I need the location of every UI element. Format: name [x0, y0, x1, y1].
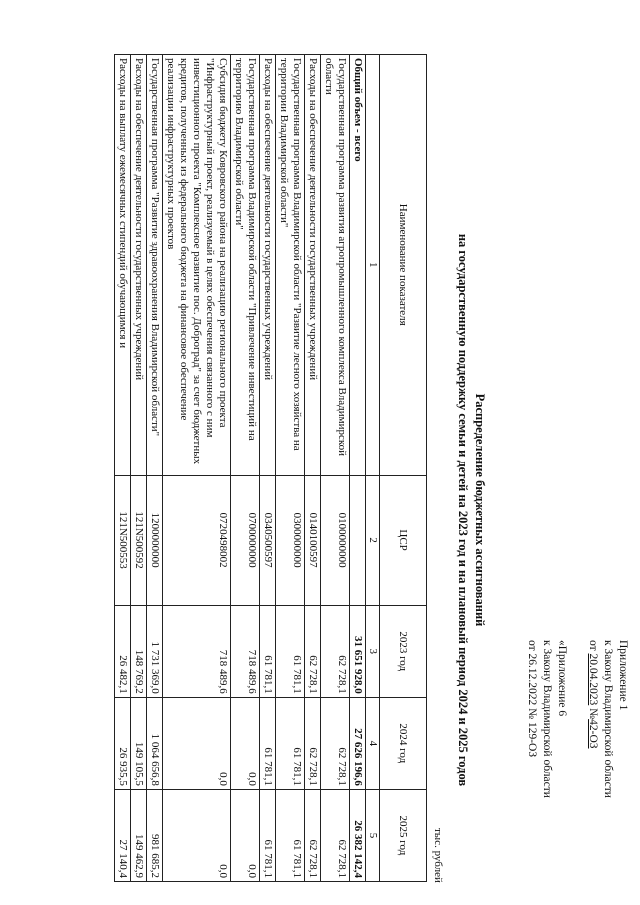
row-2025: 0,0	[231, 789, 260, 881]
table-header-row	[380, 55, 427, 882]
table-row	[276, 55, 305, 882]
budget-table	[114, 54, 427, 882]
row-2023: 62 728,1	[321, 605, 350, 697]
units-label: тыс. рублей	[432, 828, 444, 883]
row-2024: 61 781,1	[276, 697, 305, 789]
row-name: Государственная программа Владимирской области "Развитие лесного хозяйства на территории Владимирской области"	[276, 55, 305, 476]
appendix1-from-label: от	[587, 640, 599, 651]
row-name: Расходы на обеспечение деятельности государственных учреждений	[131, 55, 147, 476]
row-2024: 1 064 656,8	[147, 697, 163, 789]
appendix1-date: 20.04.2023	[587, 653, 599, 706]
row-2025: 61 781,1	[260, 789, 276, 881]
title-line-1: Распределение бюджетных ассигнований	[473, 393, 487, 627]
appendix6-date-line: от 26.12.2022 № 129-ОЗ	[526, 640, 538, 758]
row-2023: 61 781,1	[276, 605, 305, 697]
table-index-row	[366, 55, 380, 882]
row-2023: 31 651 928,0	[350, 605, 366, 697]
header-2025: 2025 год	[380, 789, 427, 881]
header-name: Наименование показателя	[380, 55, 427, 476]
row-name: Государственная программа "Развитие здравоохранения Владимирской области"	[147, 55, 163, 476]
row-2023: 26 482,1	[115, 605, 131, 697]
row-2023: 62 728,1	[305, 605, 321, 697]
row-2025: 27 140,4	[115, 789, 131, 881]
row-2024: 0,0	[231, 697, 260, 789]
row-2025: 149 462,9	[131, 789, 147, 881]
row-2024: 61 781,1	[260, 697, 276, 789]
appendix1-law: к Закону Владимирской области	[602, 640, 614, 798]
row-code: 1200000000	[147, 475, 163, 605]
row-2023: 148 769,2	[131, 605, 147, 697]
index-cell: 2	[366, 475, 380, 605]
table-row	[321, 55, 350, 882]
table-row	[260, 55, 276, 882]
row-2024: 62 728,1	[305, 697, 321, 789]
row-2024: 149 105,5	[131, 697, 147, 789]
row-name: Расходы на выплату ежемесячных стипендий обучающимся и	[115, 55, 131, 476]
appendix1-title: Приложение 1	[617, 640, 629, 711]
appendix6-title: «Приложение 6	[556, 640, 568, 717]
table-row	[305, 55, 321, 882]
row-2025: 981 685,2	[147, 789, 163, 881]
row-name: Государственная программа развития агропромышленного комплекса Владимирской области	[321, 55, 350, 476]
row-2024: 26 935,5	[115, 697, 131, 789]
header-code: ЦСР	[380, 475, 427, 605]
row-code: 121N500592	[131, 475, 147, 605]
row-name: Расходы на обеспечение деятельности государственных учреждений	[305, 55, 321, 476]
row-2024: 62 728,1	[321, 697, 350, 789]
index-cell: 1	[366, 55, 380, 476]
row-2025: 62 728,1	[305, 789, 321, 881]
title-line-2: на государственную поддержку семьи и детей на 2023 год и на плановый период 2024 и 2025 годов	[456, 233, 470, 787]
approval-block	[524, 640, 630, 890]
row-2024: 0,0	[163, 697, 231, 789]
appendix1-number: 42-ОЗ	[587, 719, 599, 749]
row-2025: 0,0	[163, 789, 231, 881]
row-name: Государственная программа Владимирской области "Привлечение инвестиций на территорию Владимирской области"	[231, 55, 260, 476]
header-2023: 2023 год	[380, 605, 427, 697]
table-row	[147, 55, 163, 882]
row-code: 0300000000	[276, 475, 305, 605]
table-row	[115, 55, 131, 882]
row-2023: 61 781,1	[260, 605, 276, 697]
table-row	[131, 55, 147, 882]
row-code: 0700000000	[231, 475, 260, 605]
row-2023: 718 489,6	[163, 605, 231, 697]
index-cell: 4	[366, 697, 380, 789]
table-row	[163, 55, 231, 882]
appendix6-law: к Закону Владимирской области	[541, 640, 553, 798]
row-2023: 718 489,6	[231, 605, 260, 697]
row-name: Субсидия бюджету Ковровского района на реализацию регионального проекта "Инфраструктурный проект, реализуемый в целях обеспечения связанного с ним инвестиционного проекта "Комплексное развитие пос. Доброград" за счет бюджетных кредитов, полученных из федерального бюджета на финансовое обеспечение реализации инфраструктурных проектов	[163, 55, 231, 476]
row-code: 0720498002	[163, 475, 231, 605]
row-code: 0100000000	[321, 475, 350, 605]
row-2025: 26 382 142,4	[350, 789, 366, 881]
index-cell: 3	[366, 605, 380, 697]
appendix1-date-line	[585, 640, 600, 890]
row-name: Расходы на обеспечение деятельности государственных учреждений	[260, 55, 276, 476]
appendix1-number-label: №	[587, 708, 599, 720]
row-code: 121N500553	[115, 475, 131, 605]
header-2024: 2024 год	[380, 697, 427, 789]
row-2025: 62 728,1	[321, 789, 350, 881]
row-2023: 1 731 369,0	[147, 605, 163, 697]
row-2024: 27 626 196,6	[350, 697, 366, 789]
row-code: 0140100597	[305, 475, 321, 605]
row-code	[350, 475, 366, 605]
index-cell: 5	[366, 789, 380, 881]
document-title	[454, 130, 488, 890]
row-name: Общий объем - всего	[350, 55, 366, 476]
row-code: 0340500597	[260, 475, 276, 605]
table-row	[231, 55, 260, 882]
table-row	[350, 55, 366, 882]
row-2025: 61 781,1	[276, 789, 305, 881]
